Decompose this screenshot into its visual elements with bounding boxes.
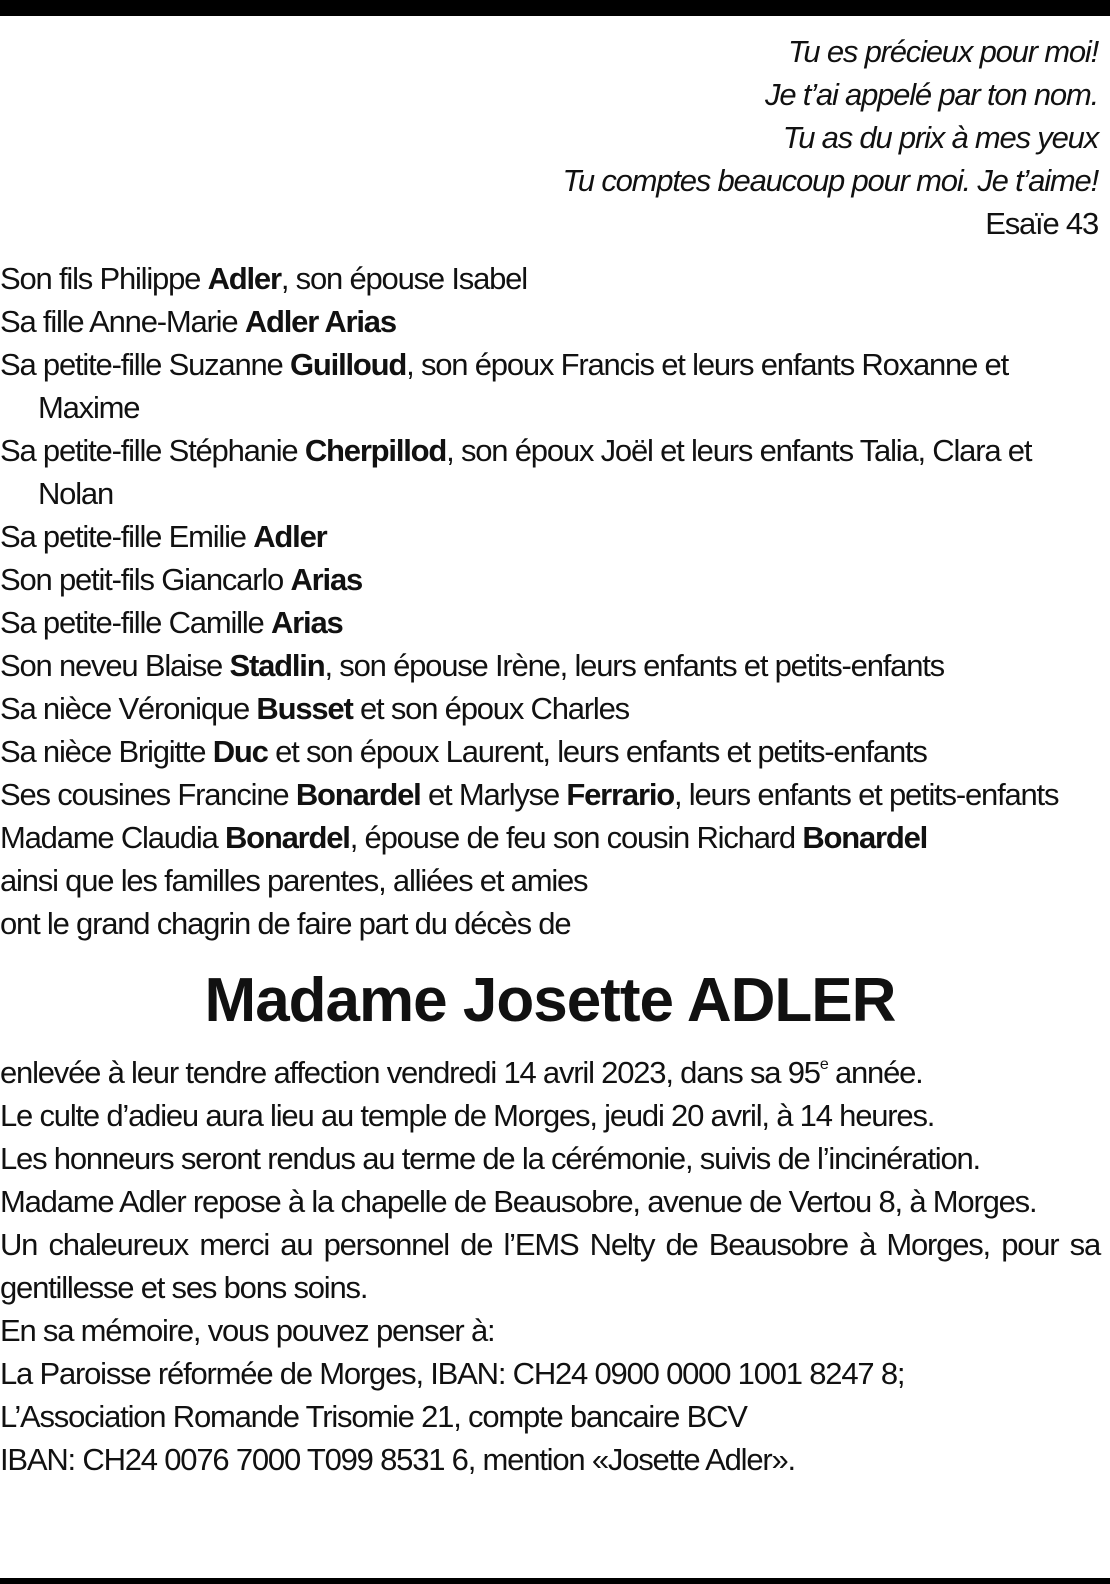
thanks-paragraph: Un chaleureux merci au personnel de l’EMS Nelty de Beausobre à Morges, pour sa gentillesse et ses bons soins. xyxy=(0,1227,1100,1305)
obituary-notice xyxy=(0,30,1100,1481)
family-closing-line: ont le grand chagrin de faire part du décès de xyxy=(0,906,571,941)
family-member-line: Son fils Philippe Adler, son épouse Isabel xyxy=(0,261,527,296)
family-member-line: Sa fille Anne-Marie Adler Arias xyxy=(0,304,396,339)
deceased-name: Madame Josette ADLER xyxy=(204,966,896,1035)
verse-line: Je t’ai appelé par ton nom. xyxy=(765,77,1098,112)
family-member-line: Ses cousines Francine Bonardel et Marlyse Ferrario, leurs enfants et petits-enfants xyxy=(0,777,1059,812)
repose-paragraph: Madame Adler repose à la chapelle de Beausobre, avenue de Vertou 8, à Morges. xyxy=(0,1184,1037,1219)
verse-reference: Esaïe 43 xyxy=(985,206,1098,241)
family-list xyxy=(0,257,1100,945)
memorial-intro: En sa mémoire, vous pouvez penser à: xyxy=(0,1313,495,1348)
donation-line: IBAN: CH24 0076 7000 T099 8531 6, mention «Josette Adler». xyxy=(0,1442,795,1477)
verse-line: Tu comptes beaucoup pour moi. Je t’aime! xyxy=(562,163,1098,198)
donation-line: La Paroisse réformée de Morges, IBAN: CH24 0900 0000 1001 8247 8; xyxy=(0,1356,905,1391)
top-border-rule xyxy=(0,0,1110,16)
family-member-line: Sa nièce Brigitte Duc et son époux Laurent, leurs enfants et petits-enfants xyxy=(0,734,927,769)
bottom-border-rule xyxy=(0,1578,1110,1584)
family-closing-line: ainsi que les familles parentes, alliées et amies xyxy=(0,863,588,898)
family-member-line: Sa petite-fille Emilie Adler xyxy=(0,519,327,554)
family-member-line: Sa petite-fille Stéphanie Cherpillod, son époux Joël et leurs enfants Talia, Clara et Nolan xyxy=(0,433,1032,511)
verse-line: Tu as du prix à mes yeux xyxy=(782,120,1098,155)
family-member-line: Sa petite-fille Camille Arias xyxy=(0,605,343,640)
family-member-line: Son neveu Blaise Stadlin, son épouse Irène, leurs enfants et petits-enfants xyxy=(0,648,944,683)
death-announcement-line: enlevée à leur tendre affection vendredi 14 avril 2023, dans sa 95e année. xyxy=(0,1055,923,1090)
funeral-service-line: Le culte d’adieu aura lieu au temple de Morges, jeudi 20 avril, à 14 heures. xyxy=(0,1098,935,1133)
honours-line: Les honneurs seront rendus au terme de la cérémonie, suivis de l’incinération. xyxy=(0,1141,980,1176)
family-member-line: Sa petite-fille Suzanne Guilloud, son époux Francis et leurs enfants Roxanne et Maxime xyxy=(0,347,1008,425)
donation-line: L’Association Romande Trisomie 21, compte bancaire BCV xyxy=(0,1399,747,1434)
family-member-line: Son petit-fils Giancarlo Arias xyxy=(0,562,363,597)
notice-body xyxy=(0,1051,1100,1481)
family-member-line: Sa nièce Véronique Busset et son époux Charles xyxy=(0,691,629,726)
scripture-verse xyxy=(0,30,1100,245)
family-member-line: Madame Claudia Bonardel, épouse de feu son cousin Richard Bonardel xyxy=(0,820,928,855)
verse-line: Tu es précieux pour moi! xyxy=(787,34,1098,69)
